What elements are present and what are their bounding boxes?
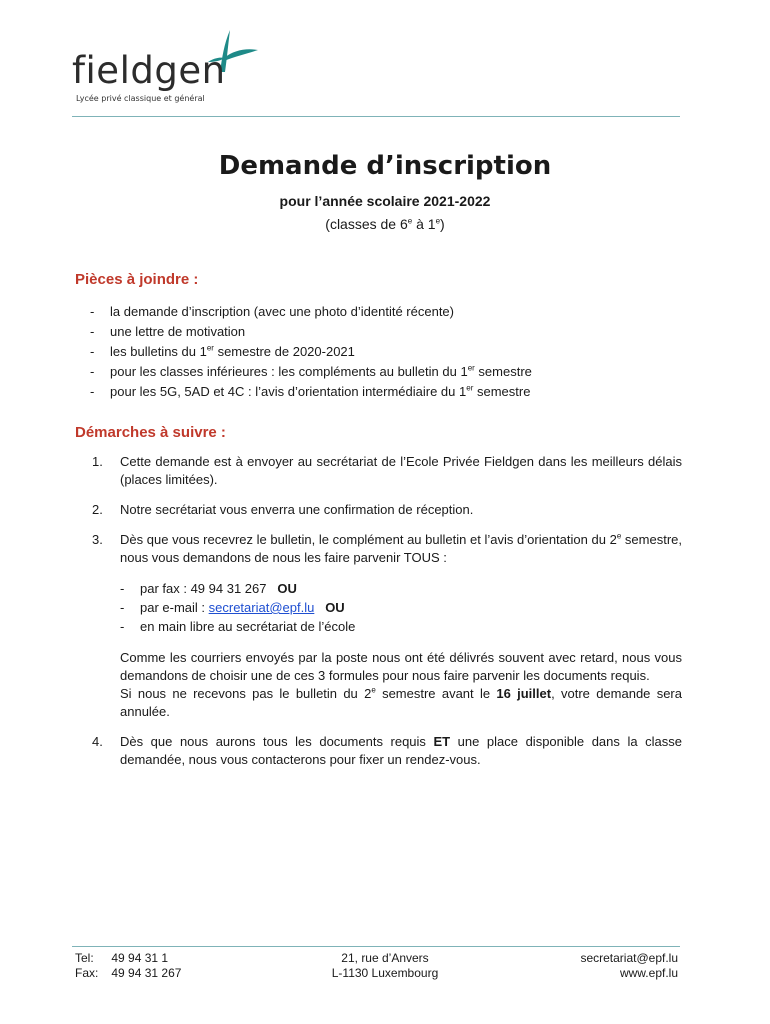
list-item: - une lettre de motivation: [90, 324, 246, 339]
option-fax: - par fax : 49 94 31 267 OU: [120, 581, 297, 596]
step-1: 1. Cette demande est à envoyer au secrétariat de l’Ecole Privée Fieldgen dans les meilleurs délais (places limitées).: [92, 454, 682, 487]
logo-tagline: Lycée privé classique et général: [76, 94, 205, 103]
school-logo: [72, 28, 262, 108]
option-email: - par e-mail : secretariat@epf.lu OU: [120, 600, 345, 615]
logo-wordmark: fieldgen: [72, 49, 226, 92]
footer-contact: Tel: 49 94 31 1 Fax: 49 94 31 267: [75, 951, 182, 980]
school-year: pour l’année scolaire 2021-2022: [279, 193, 491, 209]
header-divider: [72, 116, 680, 117]
step-2: 2. Notre secrétariat vous enverra une confirmation de réception.: [92, 502, 474, 517]
footer-fax: 49 94 31 267: [111, 966, 182, 980]
section-heading-pieces: Pièces à joindre :: [75, 271, 199, 288]
step-3: 3. Dès que vous recevrez le bulletin, le complément au bulletin et l’avis d’orientation du 2e semestre, nous vous demandons de nous les faire parvenir TOUS : - par fax : 49 94 31 267 OU - par e-mail : secretariat@epf.lu OU - en main libre au secrétariat de l’école Comme les courriers envoyés par la poste nous ont été délivrés souvent avec retard, nous vous demandons de choisir une de ces 3 formules pour nous faire parvenir les documents requis. Si nous ne recevons pas le bulletin du 2e semestre avant le 16 juillet, votre demande sera annulée.: [92, 531, 682, 719]
footer-email[interactable]: secretariat@epf.lu: [580, 951, 678, 965]
list-item: - pour les 5G, 5AD et 4C : l’avis d’orientation intermédiaire du 1er semestre: [90, 383, 531, 399]
section-heading-demarches: Démarches à suivre :: [75, 424, 226, 441]
option-hand: - en main libre au secrétariat de l’école: [120, 619, 356, 634]
list-item: - pour les classes inférieures : les compléments au bulletin du 1er semestre: [90, 363, 532, 379]
footer-website[interactable]: www.epf.lu: [619, 966, 678, 980]
steps-list: [92, 453, 682, 781]
step-4: 4. Dès que nous aurons tous les documents requis ET une place disponible dans la classe demandée, nous vous contacterons pour fixer un rendez-vous.: [92, 734, 682, 767]
footer-tel: 49 94 31 1: [111, 951, 169, 965]
list-item: - les bulletins du 1er semestre de 2020-2021: [90, 343, 355, 359]
mail-notice: Comme les courriers envoyés par la poste nous ont été délivrés souvent avec retard, nous vous demandons de choisir une de ces 3 formules pour nous faire parvenir les documents requis. Si nous ne recevons pas le bulletin du 2e semestre avant le 16 juillet, votre demande sera annulée.: [120, 650, 682, 719]
document-title: Demande d’inscription: [218, 151, 552, 181]
delivery-options: [120, 579, 682, 636]
email-link[interactable]: secretariat@epf.lu: [208, 600, 315, 615]
footer-address: 21, rue d’Anvers L-1130 Luxembourg: [331, 951, 439, 980]
classes-range: (classes de 6e à 1e): [325, 216, 445, 232]
list-item: - la demande d’inscription (avec une photo d’identité récente): [90, 304, 454, 319]
pieces-list: [90, 302, 690, 402]
footer-divider: [72, 946, 680, 947]
footer-online: [580, 951, 678, 981]
